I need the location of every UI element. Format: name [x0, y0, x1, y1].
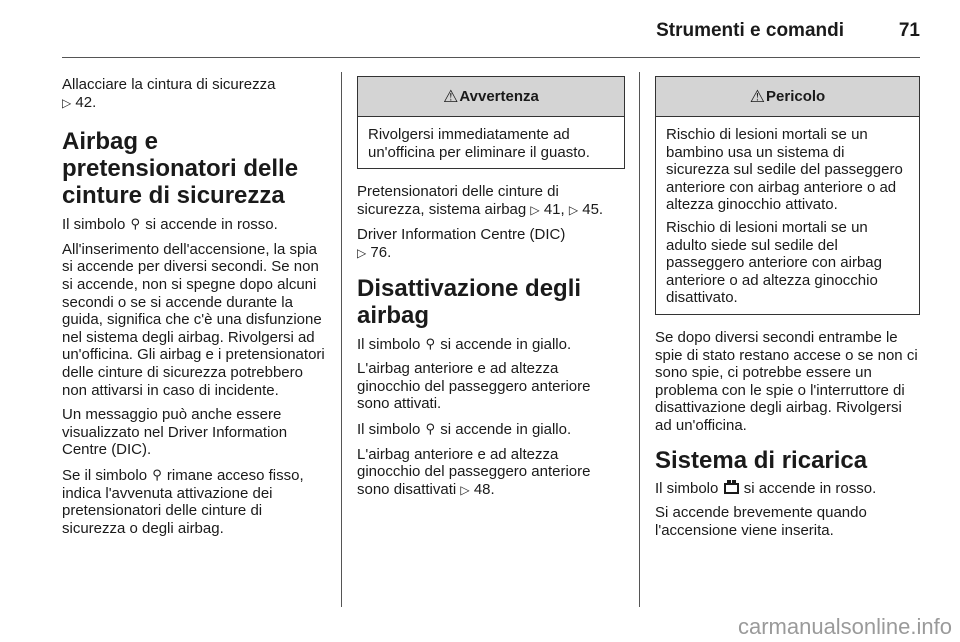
- heading-charging-system: Sistema di ricarica: [655, 446, 868, 474]
- heading-airbag-deactivation: Disattivazione degli airbag: [357, 274, 582, 329]
- paragraph-airbag-off-symbol: Il simbolo ⚲ si accende in giallo.: [357, 420, 572, 438]
- paragraph-pretensioners-ref: Pretensionatori delle cinture di sicurezza, sistema airbag ▷ 41, ▷ 45.: [357, 183, 604, 218]
- arrow-reference-icon: ▷: [357, 245, 367, 260]
- danger-title: Pericolo: [766, 87, 826, 105]
- page-reference: 41,: [543, 200, 565, 218]
- paragraph-airbags-deactivated: L'airbag anteriore e ad altezza ginocchio del passeggero anteriore sono disattivati ▷ 48.: [357, 445, 591, 498]
- airbag-off-icon: ⚲: [425, 420, 436, 436]
- column-1: [62, 76, 327, 544]
- airbag-warning-icon: ⚲: [152, 466, 162, 482]
- warning-triangle-icon: ⚠: [749, 86, 766, 106]
- warning-box: [357, 76, 625, 169]
- paragraph-symbol-steady: Se il simbolo ⚲ rimane acceso fisso, indica l'avvenuta attivazione dei pretensionatori delle cinture di sicurezza o degli airbag.: [62, 466, 304, 537]
- arrow-reference-icon: ▷: [62, 95, 72, 110]
- page-header: [62, 20, 920, 56]
- page-reference: 45.: [582, 200, 604, 218]
- warning-box-body: [358, 117, 624, 168]
- header-title: Strumenti e comandi: [656, 20, 844, 41]
- paragraph-battery-symbol: Il simbolo si accende in rosso.: [655, 479, 877, 497]
- danger-text-child: Rischio di lesioni mortali se un bambino usa un sistema di sicurezza sul sedile del passeggero anteriore con airbag anteriore o ad altezza ginocchio attivato.: [666, 126, 903, 214]
- page-reference: 48.: [473, 480, 495, 498]
- paragraph-dic-ref: Driver Information Centre (DIC) ▷ 76.: [357, 226, 566, 261]
- page-reference: 76.: [370, 243, 392, 261]
- warning-box-header: [358, 77, 624, 117]
- paragraph-seatbelt: Allacciare la cintura di sicurezza ▷ 42.: [62, 76, 276, 111]
- column-2: [357, 76, 625, 506]
- page-reference: 42.: [75, 93, 97, 111]
- paragraph-status-lights: Se dopo diversi secondi entrambe le spie di stato restano accese o se non ci sono spie, ci potrebbe essere un problema con le spie o l'interruttore di disattivazione degli airbag. Rivolgersi ad un'officina.: [655, 328, 918, 434]
- paragraph-airbag-on-symbol: Il simbolo ⚲ si accende in giallo.: [357, 335, 572, 353]
- column-divider-1: [341, 72, 342, 607]
- danger-box: [655, 76, 920, 315]
- header-rule: [62, 57, 920, 58]
- danger-text-adult: Rischio di lesioni mortali se un adulto siede sul sedile del passeggero anteriore con airbag anteriore o ad altezza ginocchio disattivato.: [666, 218, 882, 307]
- warning-title: Avvertenza: [459, 87, 539, 105]
- warning-text: Rivolgersi immediatamente ad un'officina per eliminare il guasto.: [368, 126, 590, 161]
- paragraph-dic-message: Un messaggio può anche essere visualizzato nel Driver Information Centre (DIC).: [62, 406, 288, 459]
- column-divider-2: [639, 72, 640, 607]
- paragraph-ignition-brief: Si accende brevemente quando l'accensione viene inserita.: [655, 504, 867, 539]
- airbag-warning-icon: ⚲: [130, 216, 141, 232]
- paragraph-ignition: All'inserimento dell'accensione, la spia si accende per diversi secondi. Se non si accende, non si spegne dopo alcuni secondi o se si accende durante la guida, significa che c'è una disfunzione nel sistema degli airbag. Rivolgersi ad un'officina. Gli airbag e i pretensionatori delle cinture di sicurezza potrebbero non attivarsi in caso di incidente.: [62, 240, 325, 399]
- danger-box-body: [656, 117, 919, 314]
- airbag-on-icon: ⚲: [425, 335, 436, 351]
- arrow-reference-icon: ▷: [460, 482, 470, 497]
- arrow-reference-icon: ▷: [530, 202, 540, 217]
- warning-triangle-icon: ⚠: [443, 86, 459, 106]
- paragraph-airbag-symbol: Il simbolo ⚲ si accende in rosso.: [62, 216, 278, 234]
- battery-icon: [724, 483, 739, 494]
- paragraph-airbags-activated: L'airbag anteriore e ad altezza ginocchio del passeggero anteriore sono attivati.: [357, 360, 591, 413]
- page-number: 71: [898, 20, 920, 41]
- footer-watermark: carmanualsonline.info: [737, 614, 952, 639]
- heading-airbag: Airbag e pretensionatori delle cinture di sicurezza: [62, 128, 299, 210]
- arrow-reference-icon: ▷: [568, 202, 579, 217]
- danger-box-header: [656, 77, 919, 117]
- column-3: [655, 76, 920, 546]
